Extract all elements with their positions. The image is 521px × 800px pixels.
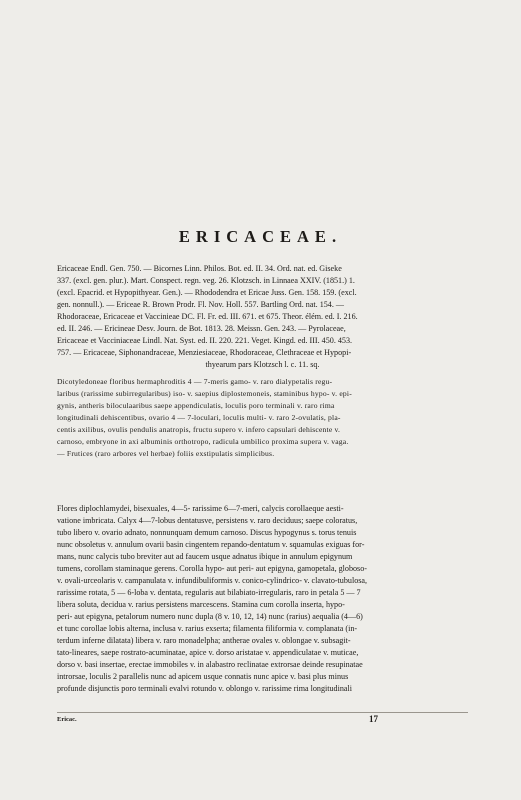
description-line: terdum inferne dilatata) libera v. raro monadelpha; antherae ovales v. oblongae v. subsagit- [57, 636, 351, 645]
description-line: Flores diplochlamydei, bisexuales, 4—5- rarissime 6—7-meri, calycis corollaeque aesti- [57, 504, 344, 513]
synonymy-line: 757. — Ericaceae, Siphonandraceae, Menziesiaceae, Rhodoraceae, Clethraceae et Hypopi- [57, 348, 352, 357]
synonymy-line: gen. nonnull.). — Ericeae R. Brown Prodr. Fl. Nov. Holl. 557. Bartling Ord. nat. 154. — [57, 300, 344, 309]
diagnosis-line: carnoso, embryone in axi albuminis orthotropo, radicula umbilico proxima supera v. vaga. [57, 437, 349, 446]
page-title: ERICACEAE. [178, 227, 343, 246]
description-line: peri- aut epigyna, petalorum numero nunc dupla (8 v. 10, 12, 14) nunc (rarius) aequalia (4—6) [57, 612, 363, 621]
description-line: libera soluta, decidua v. rarius persistens marcescens. Stamina cum corolla inserta, hypo- [57, 600, 345, 609]
synonymy-line: (excl. Epacrid. et Hypopithyear. Gen.). — Rhododendra et Ericae Juss. Gen. 158. 159. (excl. [57, 288, 357, 297]
diagnosis-line: longitudinali dehiscentibus, ovario 4 — 7-loculari, loculis multi- v. raro 2-ovulatis, pla- [57, 413, 341, 422]
signature-mark: Ericac. [57, 716, 77, 723]
description-line: v. ovali-urceolaris v. campanulata v. infundibuliformis v. conico-cylindrico- v. clavato-tubulosa, [57, 576, 368, 585]
description-line: profunde disjunctis poro terminali evalvi rotundo v. oblongo v. rarissime rima longitudinali [57, 684, 352, 693]
synonymy-line: Ericaceae et Vacciniaceae Lindl. Nat. Syst. ed. II. 220. 221. Veget. Kingd. ed. III. 450. 453. [57, 336, 353, 345]
description-line: vatione imbricata. Calyx 4—7-lobus dentatusve, persistens v. raro deciduus; saepe coloratus, [57, 516, 358, 525]
synonymy-paragraph [57, 263, 468, 371]
synonymy-line: thyearum pars Klotzsch l. c. 11. sq. [205, 360, 320, 369]
description-line: tubo libero v. ovario adnato, nonnunquam demum carnoso. Discus hypogynus s. torus tenuis [57, 528, 357, 537]
synonymy-line: 337. (excl. gen. plur.). Mart. Conspect. regn. veg. 26. Klotzsch. in Linnaea XXIV. (1851.) 1. [57, 276, 355, 285]
footer-rule [57, 712, 468, 713]
description-line: nunc obsoletus v. annulum ovarii basin cingentem repando-dentatum v. squamulas exiguas for- [57, 540, 365, 549]
synonymy-line: Rhodoraceae, Ericaceae et Vaccinieae DC. Fl. Fr. ed. III. 671. et 675. Theor. élém. ed. I. 216. [57, 312, 358, 321]
diagnosis-line: centis axilibus, ovulis pendulis anatropis, fructu supero v. infero capsulari dehiscente v. [57, 425, 341, 434]
description-line: dorso v. basi insertae, erectae immobiles v. in alabastro reclinatae extrorsae deinde resupinatae [57, 660, 363, 669]
description-line: et tunc corollae lobis alterna, inclusa v. rarius exserta; filamenta filiformia v. complanata (in- [57, 624, 358, 633]
page-number: 17 [369, 714, 378, 724]
diagnosis-line: gynis, antheris biloculaaribus saepe appendiculatis, loculis poro terminali v. raro rima [57, 401, 335, 410]
synonymy-line: ed. II. 246. — Ericineae Desv. Journ. de Bot. 1813. 28. Meissn. Gen. 243. — Pyrolaceae, [57, 324, 346, 333]
diagnosis-line: laribus (rarissime subirregularibus) iso- v. saepius diplostemoneis, staminibus hypo- v. epi- [57, 389, 352, 398]
diagnosis-paragraph [57, 376, 468, 460]
description-paragraph [57, 503, 468, 695]
description-line: mans, nunc calycis tubo breviter aut ad faucem usque adnatus ibique in annulum epigynum [57, 552, 353, 561]
description-line: rarissime rotata, 5 — 6-loba v. dentata, regularis aut bilabiato-irregularis, raro in petala 5 — 7 [57, 588, 361, 597]
diagnosis-line: Dicotyledoneae floribus hermaphroditis 4 — 7-meris gamo- v. raro dialypetalis regu- [57, 377, 333, 386]
description-line: tumens, corollam staminaque gerens. Corolla hypo- aut peri- aut epigyna, gamopetala, globoso- [57, 564, 367, 573]
description-line: introrsae, loculis 2 parallelis nunc ad apicem usque connatis nunc apice v. basi plus minus [57, 672, 349, 681]
diagnosis-line: — Frutices (raro arbores vel herbae) foliis exstipulatis simplicibus. [57, 449, 275, 458]
description-line: tato-lineares, saepe rostrato-acuminatae, apice v. dorso aristatae v. appendiculatae v. muticae, [57, 648, 359, 657]
synonymy-line: Ericaceae Endl. Gen. 750. — Bicornes Linn. Philos. Bot. ed. II. 34. Ord. nat. ed. Giseke [57, 264, 342, 273]
